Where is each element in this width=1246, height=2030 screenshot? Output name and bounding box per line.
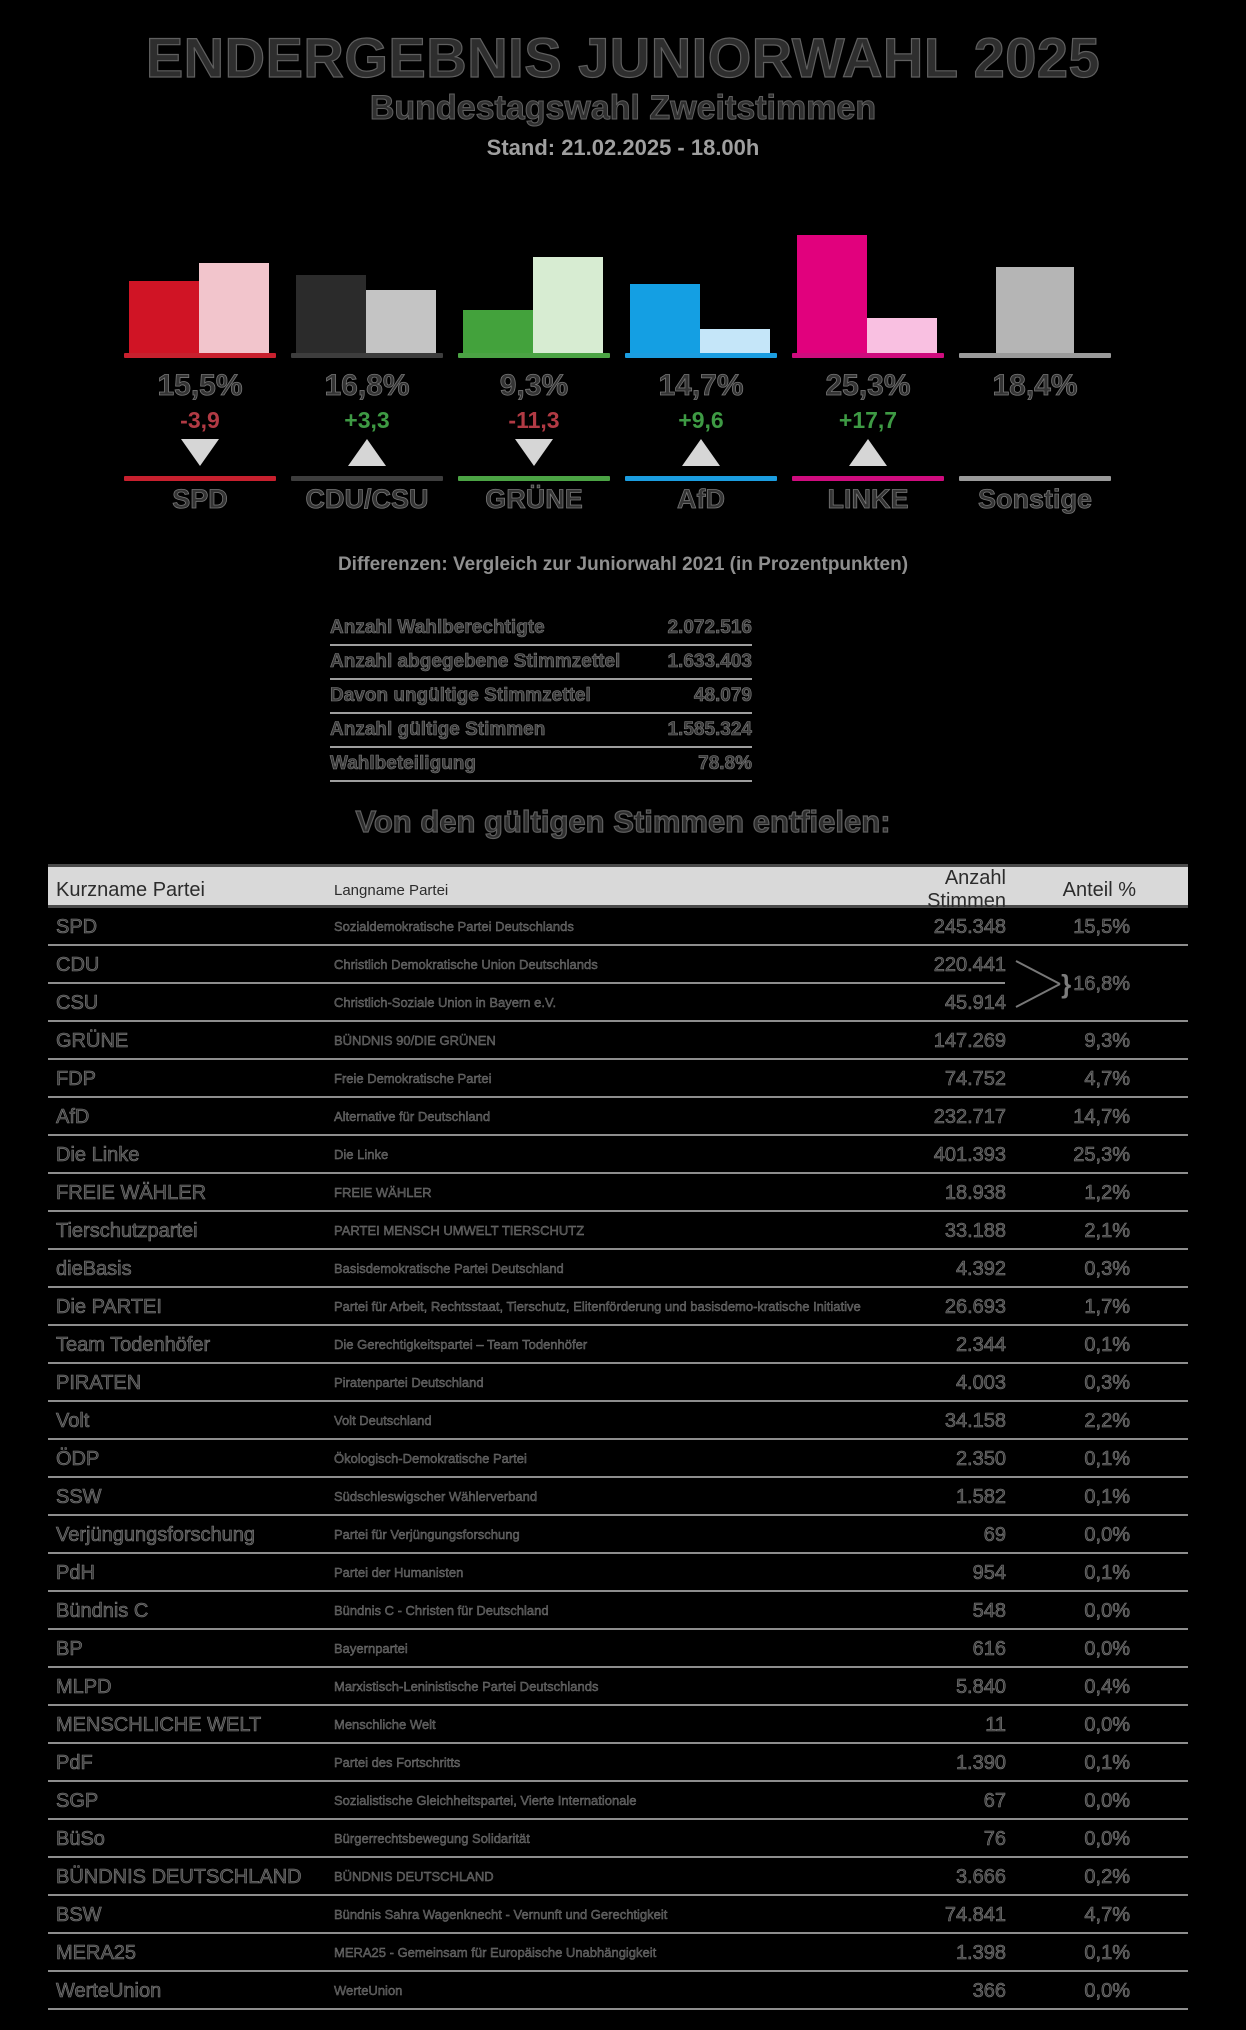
table-row-menschliche-welt [48, 1706, 1188, 1744]
pct-label-spd: 15,5% [157, 369, 243, 402]
cell-anteil: 15,5% [1073, 915, 1130, 938]
pct-label-linke: 25,3% [825, 369, 911, 402]
cell-anteil: 0,1% [1084, 1941, 1130, 1964]
name-underline-gr-ne [458, 476, 610, 481]
merged-anteil-value: 16,8% [1073, 972, 1130, 995]
cell-anteil: 9,3% [1084, 1029, 1130, 1052]
cell-anteil: 0,1% [1084, 1751, 1130, 1774]
cell-anteil: 0,2% [1084, 1865, 1130, 1888]
trend-arrow-icon-spd [181, 439, 219, 466]
cell-anteil: 0,1% [1084, 1485, 1130, 1508]
bar-2025-cdu-csu [296, 275, 366, 353]
results-table-body [48, 908, 1188, 2010]
cell-kurzname: BÜNDNIS DEUTSCHLAND [56, 1865, 302, 1888]
merged-anteil [1014, 946, 1130, 1022]
cell-langname: Christlich Demokratische Union Deutschlands [334, 956, 598, 972]
cell-langname: Bayernpartei [334, 1640, 408, 1656]
chart-column-sonstige [959, 233, 1111, 514]
cell-kurzname: Bündnis C [56, 1599, 149, 1622]
stats-value: 48.079 [693, 685, 752, 706]
cell-kurzname: SSW [56, 1485, 102, 1508]
cell-stimmen: 4.003 [955, 1371, 1006, 1394]
bar-2021-gr-ne [533, 257, 603, 353]
stats-row-anzahl-wahlberechtigte [330, 612, 752, 646]
cell-langname: MERA25 - Gemeinsam für Europäische Unabhängigkeit [334, 1944, 657, 1960]
page-title: ENDERGEBNIS JUNIORWAHL 2025 [145, 26, 1101, 89]
column-header-kurzname: Kurzname Partei [56, 878, 205, 901]
cell-anteil: 0,0% [1084, 1789, 1130, 1812]
diff-label-spd: -3,9 [180, 407, 220, 433]
cell-langname: WerteUnion [334, 1982, 403, 1998]
cell-stimmen: 74.752 [944, 1067, 1006, 1090]
cell-kurzname: PdF [56, 1751, 93, 1774]
cell-anteil: 0,0% [1084, 1637, 1130, 1660]
cell-langname: Partei für Verjüngungsforschung [334, 1526, 520, 1542]
table-row-afd [48, 1098, 1188, 1136]
cell-stimmen: 5.840 [955, 1675, 1006, 1698]
cell-kurzname: BSW [56, 1903, 102, 1926]
bar-2021-afd [700, 329, 770, 353]
cell-kurzname: WerteUnion [56, 1979, 162, 2002]
cell-kurzname: MERA25 [56, 1941, 137, 1964]
cell-langname: Südschleswigscher Wählerverband [334, 1488, 538, 1504]
chart-column-afd [625, 233, 777, 514]
page-subtitle: Bundestagswahl Zweitstimmen [369, 89, 877, 127]
cell-anteil: 0,0% [1084, 1713, 1130, 1736]
cell-stimmen: 220.441 [933, 953, 1006, 976]
stats-row-anzahl-abgegebene-stimmzettel [330, 646, 752, 680]
table-row-freie-w-hler [48, 1174, 1188, 1212]
cell-kurzname: Volt [56, 1409, 90, 1432]
row-divider [48, 2008, 1188, 2010]
results-table [48, 864, 1188, 2010]
bar-2021-linke [867, 318, 937, 353]
party-label-gr-ne: GRÜNE [485, 484, 583, 514]
bar-2021-cdu-csu [366, 290, 436, 353]
chart-column-gr-ne [458, 233, 610, 514]
cell-anteil: 1,2% [1084, 1181, 1130, 1204]
party-label-spd: SPD [172, 484, 228, 514]
table-row-piraten [48, 1364, 1188, 1402]
cell-anteil: 0,4% [1084, 1675, 1130, 1698]
table-row-bp [48, 1630, 1188, 1668]
cell-anteil: 0,0% [1084, 1827, 1130, 1850]
stats-table [330, 612, 752, 782]
name-underline-afd [625, 476, 777, 481]
party-underline-cdu-csu [291, 353, 443, 358]
cell-anteil: 2,1% [1084, 1219, 1130, 1242]
cell-anteil: 0,0% [1084, 1979, 1130, 2002]
party-underline-sonstige [959, 353, 1111, 358]
diff-label-gr-ne: -11,3 [508, 407, 560, 433]
cell-langname: BÜNDNIS DEUTSCHLAND [334, 1868, 494, 1884]
cell-anteil: 25,3% [1073, 1143, 1130, 1166]
diff-note: Differenzen: Vergleich zur Juniorwahl 2021 (in Prozentpunkten) [337, 554, 909, 575]
table-row-volt [48, 1402, 1188, 1440]
cell-stimmen: 1.390 [955, 1751, 1006, 1774]
cell-kurzname: SGP [56, 1789, 99, 1812]
cell-stimmen: 1.398 [955, 1941, 1006, 1964]
party-underline-linke [792, 353, 944, 358]
bar-2025-linke [797, 235, 867, 353]
cell-stimmen: 1.582 [955, 1485, 1006, 1508]
cell-stimmen: 3.666 [955, 1865, 1006, 1888]
bar-group-gr-ne [458, 233, 610, 353]
cell-langname: Volt Deutschland [334, 1412, 432, 1428]
cell-kurzname: FDP [56, 1067, 96, 1090]
bar-group-spd [124, 233, 276, 353]
cell-kurzname: Tierschutzpartei [56, 1219, 198, 1242]
column-header-anteil: Anteil % [1062, 878, 1136, 901]
cell-langname: Die Linke [334, 1146, 389, 1162]
cell-stimmen: 245.348 [933, 915, 1006, 938]
cell-langname: Bündnis Sahra Wagenknecht - Vernunft und Gerechtigkeit [334, 1906, 668, 1922]
party-label-linke: LINKE [827, 484, 909, 514]
table-row-b-ndnis-deutschland [48, 1858, 1188, 1896]
table-row-spd [48, 908, 1188, 946]
cell-kurzname: Team Todenhöfer [56, 1333, 211, 1356]
table-row-pdf [48, 1744, 1188, 1782]
chart [124, 233, 1246, 514]
bar-2021-spd [199, 263, 269, 353]
cell-langname: Partei des Fortschritts [334, 1754, 461, 1770]
pct-label-cdu-csu: 16,8% [324, 369, 410, 402]
cell-kurzname: ÖDP [56, 1447, 100, 1470]
party-underline-gr-ne [458, 353, 610, 358]
column-header-langname: Langname Partei [334, 881, 449, 899]
stats-label: Anzahl gültige Stimmen [330, 719, 546, 740]
trend-arrow-icon-linke [849, 439, 887, 466]
cell-kurzname: dieBasis [56, 1257, 132, 1280]
column-header-stimmen: Anzahl Stimmen [927, 867, 1006, 912]
diff-label-linke: +17,7 [838, 407, 898, 433]
cell-stimmen: 4.392 [955, 1257, 1006, 1280]
bar-2025-gr-ne [463, 310, 533, 353]
cell-langname: Basisdemokratische Partei Deutschland [334, 1260, 564, 1276]
table-row-fdp [48, 1060, 1188, 1098]
cell-anteil: 2,2% [1084, 1409, 1130, 1432]
cell-stimmen: 147.269 [933, 1029, 1006, 1052]
table-row-die-linke [48, 1136, 1188, 1174]
chart-column-spd [124, 233, 276, 514]
bar-2025-afd [630, 284, 700, 353]
cell-stimmen: 69 [983, 1523, 1006, 1546]
pct-label-afd: 14,7% [658, 369, 744, 402]
cell-anteil: 0,1% [1084, 1333, 1130, 1356]
cell-anteil: 0,1% [1084, 1561, 1130, 1584]
table-row-mera25 [48, 1934, 1188, 1972]
table-row-bsw [48, 1896, 1188, 1934]
diff-label-cdu-csu: +3,3 [344, 407, 390, 433]
cell-stimmen: 33.188 [944, 1219, 1006, 1242]
cell-stimmen: 67 [983, 1789, 1006, 1812]
cell-langname: Freie Demokratische Partei [334, 1070, 492, 1086]
table-row-b-so [48, 1820, 1188, 1858]
stats-label: Anzahl Wahlberechtigte [330, 617, 545, 638]
party-underline-afd [625, 353, 777, 358]
cell-stimmen: 76 [983, 1827, 1006, 1850]
cell-langname: Alternative für Deutschland [334, 1108, 491, 1124]
table-row-tierschutzpartei [48, 1212, 1188, 1250]
stats-value: 1.585.324 [667, 719, 752, 740]
cell-kurzname: PIRATEN [56, 1371, 142, 1394]
stats-label: Wahlbeteiligung [330, 753, 477, 774]
name-underline-cdu-csu [291, 476, 443, 481]
table-row-dp [48, 1440, 1188, 1478]
party-underline-spd [124, 353, 276, 358]
cell-kurzname: AfD [56, 1105, 90, 1128]
cell-kurzname: Die Linke [56, 1143, 140, 1166]
trend-arrow-icon-cdu-csu [348, 439, 386, 466]
stats-row-anzahl-g-ltige-stimmen [330, 714, 752, 748]
cell-kurzname: CDU [56, 953, 100, 976]
cell-anteil: 0,3% [1084, 1371, 1130, 1394]
cell-stimmen: 366 [972, 1979, 1006, 2002]
table-row-pdh [48, 1554, 1188, 1592]
chart-column-linke [792, 233, 944, 514]
table-row-team-todenh-fer [48, 1326, 1188, 1364]
bar-group-cdu-csu [291, 233, 443, 353]
cell-anteil: 0,3% [1084, 1257, 1130, 1280]
votes-heading: Von den gültigen Stimmen entfielen: [355, 804, 891, 839]
table-row-gr-ne [48, 1022, 1188, 1060]
name-underline-linke [792, 476, 944, 481]
cell-kurzname: MLPD [56, 1675, 112, 1698]
stats-value: 1.633.403 [667, 651, 752, 672]
cell-langname: Ökologisch-Demokratische Partei [334, 1450, 527, 1466]
cell-anteil: 4,7% [1084, 1067, 1130, 1090]
cell-stimmen: 954 [972, 1561, 1006, 1584]
cell-anteil: 0,0% [1084, 1599, 1130, 1622]
pct-label-sonstige: 18,4% [992, 369, 1078, 402]
cell-anteil: 4,7% [1084, 1903, 1130, 1926]
pct-label-gr-ne: 9,3% [499, 369, 569, 402]
cell-langname: Sozialistische Gleichheitspartei, Vierte Internationale [334, 1792, 637, 1808]
results-table-header [48, 864, 1188, 912]
brace-lines-icon [1014, 948, 1064, 1020]
cell-stimmen: 548 [972, 1599, 1006, 1622]
cell-kurzname: SPD [56, 915, 98, 938]
bar-group-sonstige [959, 233, 1111, 353]
party-label-afd: AfD [677, 484, 725, 514]
cell-langname: Christlich-Soziale Union in Bayern e.V. [334, 994, 557, 1010]
stats-label: Davon ungültige Stimmzettel [330, 685, 591, 706]
bar-2025-spd [129, 281, 199, 353]
party-label-sonstige: Sonstige [977, 484, 1092, 514]
table-row-die-partei [48, 1288, 1188, 1326]
stats-value: 78.8% [698, 753, 752, 774]
stats-row-davon-ung-ltige-stimmzettel [330, 680, 752, 714]
name-underline-spd [124, 476, 276, 481]
cell-kurzname: GRÜNE [56, 1029, 129, 1052]
cell-stimmen: 11 [985, 1713, 1006, 1736]
bar-2025-sonstige [996, 267, 1074, 353]
cell-langname: FREIE WÄHLER [334, 1184, 432, 1200]
cell-stimmen: 616 [972, 1637, 1006, 1660]
party-label-cdu-csu: CDU/CSU [305, 484, 429, 514]
cell-langname: BÜNDNIS 90/DIE GRÜNEN [334, 1032, 496, 1048]
cell-kurzname: Die PARTEI [56, 1295, 162, 1318]
cell-langname: Partei der Humanisten [334, 1564, 464, 1580]
cell-kurzname: BüSo [56, 1827, 105, 1850]
bar-group-afd [625, 233, 777, 353]
table-row-verj-ngungsforschung [48, 1516, 1188, 1554]
cell-kurzname: MENSCHLICHE WELT [56, 1713, 262, 1736]
stats-label: Anzahl abgegebene Stimmzettel [330, 651, 621, 672]
table-row-b-ndnis-c [48, 1592, 1188, 1630]
trend-arrow-icon-gr-ne [515, 439, 553, 466]
table-row-diebasis [48, 1250, 1188, 1288]
cell-stimmen: 34.158 [944, 1409, 1006, 1432]
bar-group-linke [792, 233, 944, 353]
cell-stimmen: 74.841 [944, 1903, 1006, 1926]
table-row-sgp [48, 1782, 1188, 1820]
cell-anteil: 0,1% [1084, 1447, 1130, 1470]
cell-kurzname: FREIE WÄHLER [56, 1181, 207, 1204]
cell-kurzname: PdH [56, 1561, 95, 1584]
stats-value: 2.072.516 [667, 617, 752, 638]
cell-langname: Menschliche Welt [334, 1716, 436, 1732]
table-row-ssw [48, 1478, 1188, 1516]
cell-stimmen: 2.350 [955, 1447, 1006, 1470]
cell-stimmen: 45.914 [944, 991, 1006, 1014]
cell-stimmen: 401.393 [933, 1143, 1006, 1166]
infographic-page [0, 26, 1246, 2030]
chart-column-cdu-csu [291, 233, 443, 514]
brace-icon: } [1061, 968, 1072, 999]
status-timestamp: Stand: 21.02.2025 - 18.00h [486, 135, 760, 160]
diff-label-afd: +9,6 [678, 407, 724, 433]
cell-langname: Sozialdemokratische Partei Deutschlands [334, 918, 574, 934]
cell-kurzname: BP [56, 1637, 83, 1660]
cell-langname: Die Gerechtigkeitspartei – Team Todenhöfer [334, 1336, 588, 1352]
table-row-mlpd [48, 1668, 1188, 1706]
stats-row-wahlbeteiligung [330, 748, 752, 782]
cell-langname: Piratenpartei Deutschland [334, 1374, 484, 1390]
name-underline-sonstige [959, 476, 1111, 481]
cell-stimmen: 18.938 [944, 1181, 1006, 1204]
cell-stimmen: 232.717 [933, 1105, 1006, 1128]
cell-anteil: 0,0% [1084, 1523, 1130, 1546]
cell-langname: PARTEI MENSCH UMWELT TIERSCHUTZ [334, 1222, 585, 1238]
cell-langname: Bürgerrechtsbewegung Solidarität [334, 1830, 530, 1846]
cell-kurzname: Verjüngungsforschung [56, 1523, 256, 1546]
merged-rows-cdu-csu [48, 946, 1188, 1022]
cell-stimmen: 26.693 [944, 1295, 1006, 1318]
cell-kurzname: CSU [56, 991, 99, 1014]
table-row-werteunion [48, 1972, 1188, 2010]
cell-stimmen: 2.344 [955, 1333, 1006, 1356]
trend-arrow-icon-afd [682, 439, 720, 466]
cell-anteil: 1,7% [1084, 1295, 1130, 1318]
cell-anteil: 14,7% [1073, 1105, 1130, 1128]
cell-langname: Bündnis C - Christen für Deutschland [334, 1602, 549, 1618]
cell-langname: Marxistisch-Leninistische Partei Deutschlands [334, 1678, 599, 1694]
cell-langname: Partei für Arbeit, Rechtsstaat, Tierschutz, Elitenförderung und basisdemo-kratische Initiative [334, 1298, 861, 1314]
